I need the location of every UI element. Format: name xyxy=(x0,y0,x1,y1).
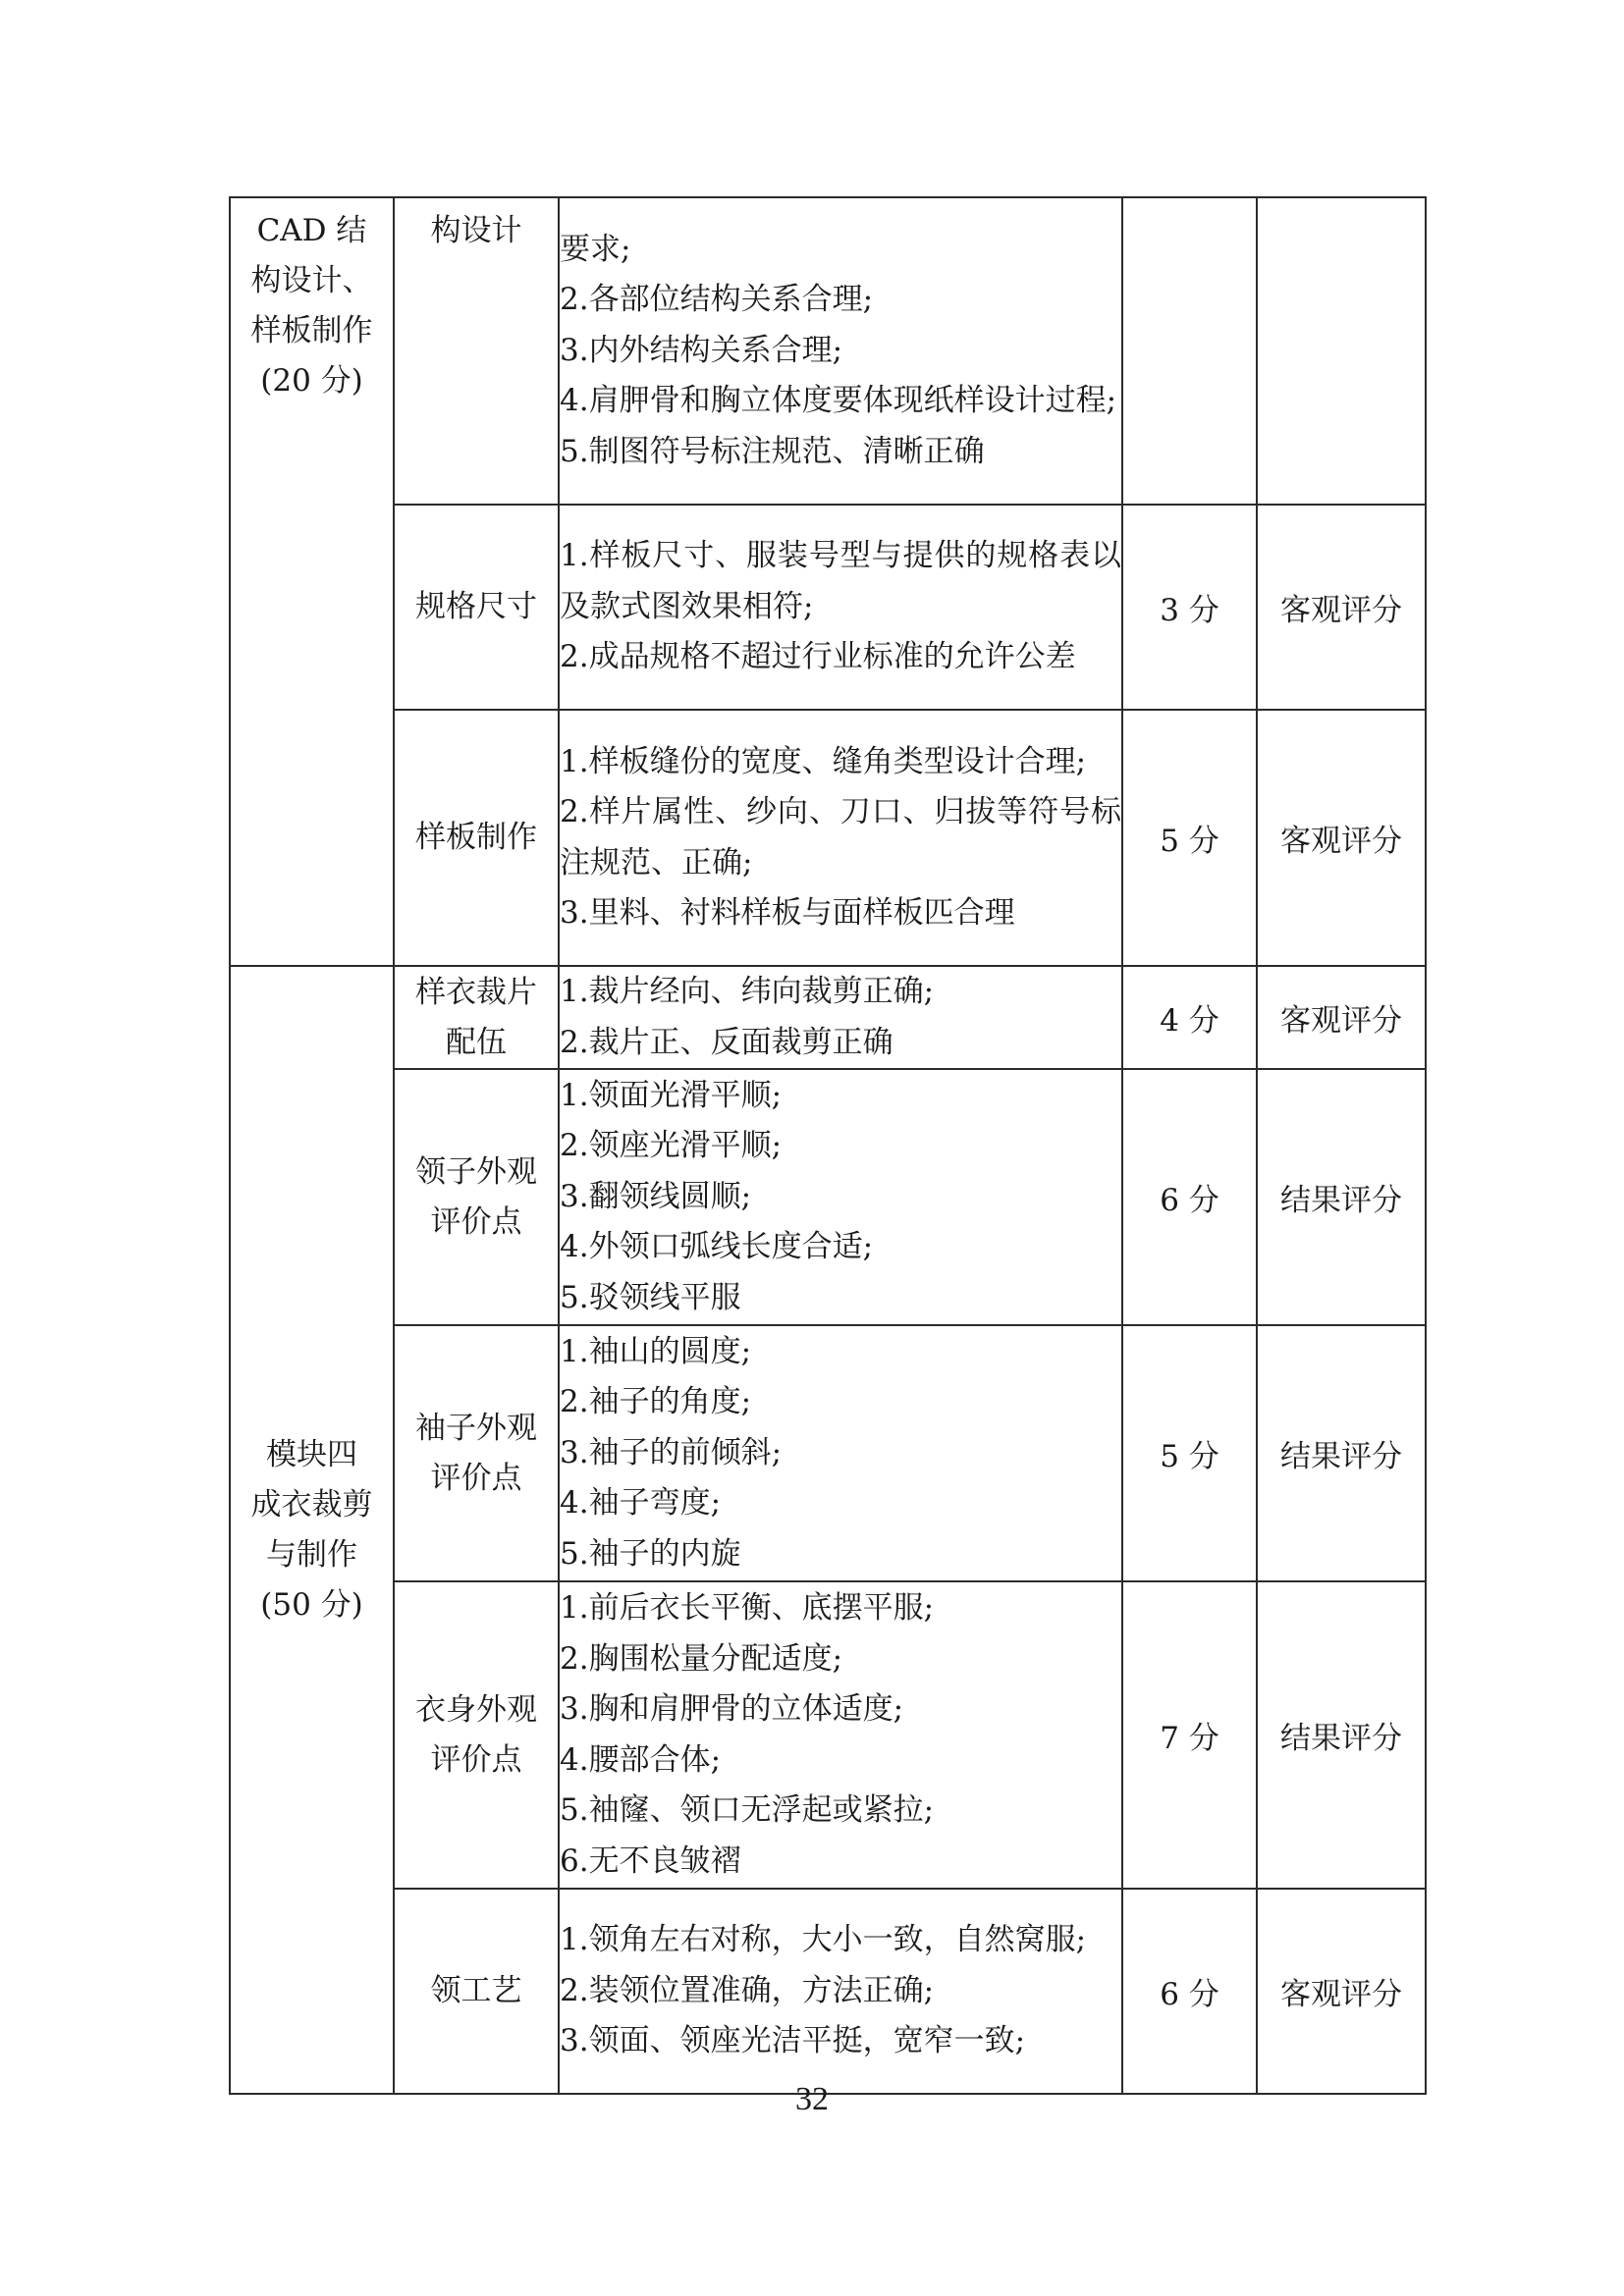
requirement-line: 2.成品规格不超过行业标准的允许公差 xyxy=(560,639,1076,675)
requirement-line: 2.裁片正、反面裁剪正确 xyxy=(560,1024,893,1060)
requirement-line: 3.内外结构关系合理; xyxy=(560,332,843,368)
item-cell: 样衣裁片 配伍 xyxy=(394,966,559,1069)
score-cell: 5 分 xyxy=(1122,1325,1257,1581)
table-row xyxy=(230,1325,1426,1581)
item-cell: 规格尺寸 xyxy=(394,505,559,710)
requirement-line: 5.驳领线平服 xyxy=(560,1279,741,1315)
requirement-line: 5.袖子的内旋 xyxy=(560,1535,741,1572)
score-cell: 5 分 xyxy=(1122,710,1257,966)
requirement-line: 3.袖子的前倾斜; xyxy=(560,1434,783,1470)
item-cell: 领工艺 xyxy=(394,1889,559,2094)
page-number: 32 xyxy=(795,2081,829,2117)
item-cell: 袖子外观 评价点 xyxy=(394,1325,559,1581)
item-cell: 衣身外观 评价点 xyxy=(394,1581,559,1889)
module-cell: 模块四 成衣裁剪 与制作 (50 分) xyxy=(230,966,394,2094)
score-cell: 6 分 xyxy=(1122,1889,1257,2094)
requirement-line: 2.袖子的角度; xyxy=(560,1384,752,1420)
table-row xyxy=(230,1581,1426,1889)
requirements-cell xyxy=(559,966,1122,1069)
requirement-line: 1.袖山的圆度; xyxy=(560,1333,752,1369)
requirements-cell xyxy=(559,1069,1122,1325)
requirement-line: 要求; xyxy=(560,231,631,267)
requirement-line: 3.里料、衬料样板与面样板匹合理 xyxy=(560,895,1015,931)
table-row xyxy=(230,1889,1426,2094)
table-row xyxy=(230,197,1426,505)
requirement-line: 2.装领位置准确，方法正确; xyxy=(560,1972,935,2008)
module-cell: CAD 结 构设计、 样板制作 (20 分) xyxy=(230,197,394,966)
requirement-line: 6.无不良皱褶 xyxy=(560,1842,741,1879)
requirement-line: 4.袖子弯度; xyxy=(560,1485,722,1522)
requirement-line: 1.裁片经向、纬向裁剪正确; xyxy=(560,974,935,1009)
requirements-cell xyxy=(559,710,1122,966)
requirement-line: 1.前后衣长平衡、底摆平服; xyxy=(560,1590,935,1626)
score-cell: 7 分 xyxy=(1122,1581,1257,1889)
requirement-line: 1.领角左右对称，大小一致，自然窝服; xyxy=(560,1922,1087,1958)
method-cell: 客观评分 xyxy=(1257,966,1426,1069)
requirement-line: 1.领面光滑平顺; xyxy=(560,1077,783,1113)
requirement-line: 3.领面、领座光洁平挺，宽窄一致; xyxy=(560,2023,1026,2059)
requirements-cell xyxy=(559,505,1122,710)
table-row xyxy=(230,966,1426,1069)
method-cell: 结果评分 xyxy=(1257,1581,1426,1889)
requirements-cell xyxy=(559,1581,1122,1889)
item-cell: 样板制作 xyxy=(394,710,559,966)
requirements-cell xyxy=(559,1325,1122,1581)
score-cell xyxy=(1122,197,1257,505)
table-row xyxy=(230,505,1426,710)
requirement-line: 1.样板缝份的宽度、缝角类型设计合理; xyxy=(560,743,1087,779)
score-cell: 4 分 xyxy=(1122,966,1257,1069)
requirement-line: 4.外领口弧线长度合适; xyxy=(560,1229,874,1265)
method-cell: 客观评分 xyxy=(1257,710,1426,966)
item-cell: 领子外观 评价点 xyxy=(394,1069,559,1325)
requirement-line: 2.各部位结构关系合理; xyxy=(560,282,874,318)
requirement-line: 2.胸围松量分配适度; xyxy=(560,1640,843,1677)
requirement-line: 3.胸和肩胛骨的立体适度; xyxy=(560,1691,904,1727)
requirement-line: 3.翻领线圆顺; xyxy=(560,1178,752,1214)
item-cell: 构设计 xyxy=(394,197,559,505)
scoring-table xyxy=(229,196,1427,2095)
requirement-line: 1.样板尺寸、服装号型与提供的规格表以及款式图效果相符; xyxy=(560,538,1121,624)
table-row xyxy=(230,1069,1426,1325)
method-cell: 客观评分 xyxy=(1257,505,1426,710)
requirement-line: 4.肩胛骨和胸立体度要体现纸样设计过程; xyxy=(560,383,1117,419)
requirements-cell xyxy=(559,197,1122,505)
method-cell: 客观评分 xyxy=(1257,1889,1426,2094)
requirement-line: 5.袖窿、领口无浮起或紧拉; xyxy=(560,1792,935,1828)
method-cell xyxy=(1257,197,1426,505)
method-cell: 结果评分 xyxy=(1257,1325,1426,1581)
score-cell: 6 分 xyxy=(1122,1069,1257,1325)
score-cell: 3 分 xyxy=(1122,505,1257,710)
requirement-line: 2.领座光滑平顺; xyxy=(560,1128,783,1164)
table-row xyxy=(230,710,1426,966)
requirement-line: 4.腰部合体; xyxy=(560,1741,722,1778)
method-cell: 结果评分 xyxy=(1257,1069,1426,1325)
requirements-cell xyxy=(559,1889,1122,2094)
requirement-line: 2.样片属性、纱向、刀口、归拔等符号标注规范、正确; xyxy=(560,794,1121,881)
requirement-line: 5.制图符号标注规范、清晰正确 xyxy=(560,433,985,469)
